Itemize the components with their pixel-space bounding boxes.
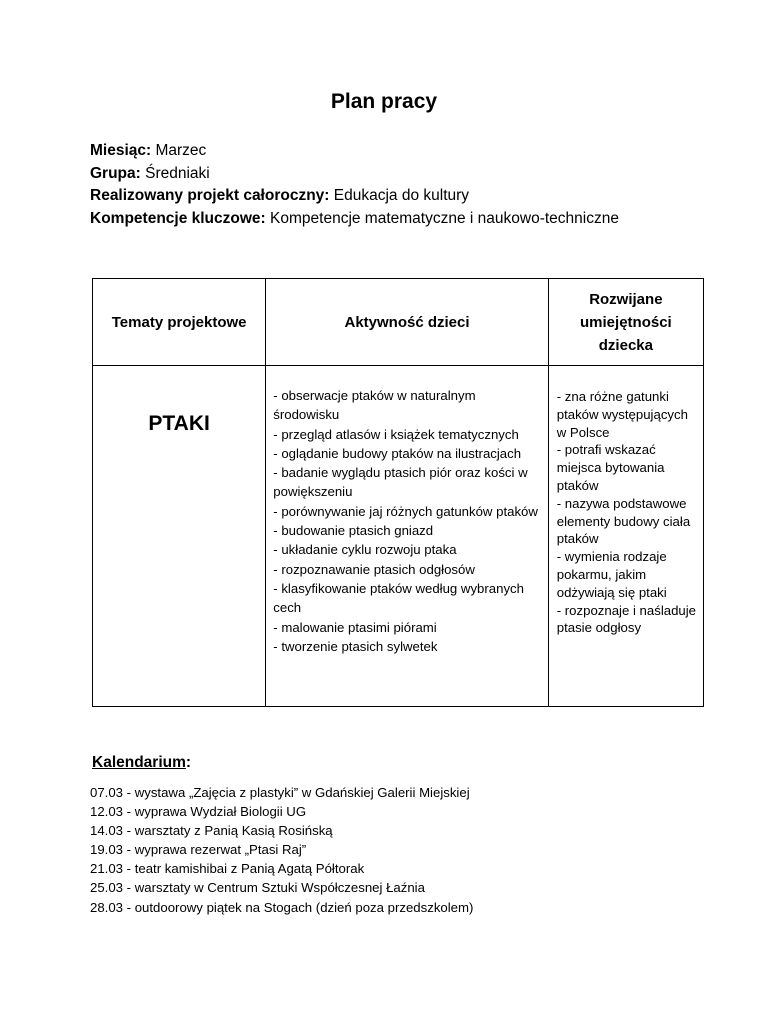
activity-item: - porównywanie jaj różnych gatunków ptaków [273, 503, 538, 519]
calendar-list [90, 783, 473, 917]
calendar-heading-colon: : [185, 754, 192, 771]
header-topics: Tematy projektowe [93, 279, 266, 366]
activity-item: - malowanie ptasimi piórami [273, 619, 437, 635]
skill-item: - wymienia rodzaje pokarmu, jakim odżywiają się ptaki [556, 549, 667, 600]
skill-item: - rozpoznaje i naśladuje ptasie odgłosy [556, 602, 697, 636]
activity-item: - przegląd atlasów i książek tematycznych [273, 426, 519, 442]
activities-cell [266, 366, 548, 707]
header-activities: Aktywność dzieci [266, 279, 548, 366]
header-skills: Rozwijane umiejętności dziecka [548, 279, 703, 366]
activities-list [267, 367, 546, 656]
activity-item: - obserwacje ptaków w naturalnym środowisku [273, 388, 476, 423]
activity-item: - budowanie ptasich gniazd [273, 523, 434, 539]
group-label: Grupa: [90, 164, 141, 182]
activity-item: - rozpoznawanie ptasich odgłosów [273, 561, 475, 577]
month-line [90, 140, 619, 163]
month-value: Marzec [155, 142, 207, 159]
group-value: Średniaki [145, 164, 210, 182]
project-line [90, 185, 619, 208]
calendar-item: 25.03 - warsztaty w Centrum Sztuki Współczesnej Łaźnia [90, 880, 425, 896]
table-row [93, 366, 704, 707]
calendar-heading [92, 754, 191, 772]
calendar-heading-text: Kalendarium [92, 754, 186, 771]
calendar-item: 28.03 - outdoorowy piątek na Stogach (dzień poza przedszkolem) [90, 899, 474, 915]
activity-item: - oglądanie budowy ptaków na ilustracjach [273, 445, 522, 461]
skills-cell [548, 366, 703, 707]
skill-item: - nazywa podstawowe elementy budowy ciała ptaków [556, 495, 691, 547]
month-label: Miesiąc: [90, 142, 152, 159]
topic-cell [93, 366, 266, 707]
project-label: Realizowany projekt całoroczny: [90, 187, 330, 204]
project-value: Edukacja do kultury [333, 187, 470, 204]
calendar-item: 21.03 - teatr kamishibai z Panią Agatą Półtorak [90, 861, 365, 877]
skill-item: - potrafi wskazać miejsca bytowania ptaków [556, 442, 665, 493]
calendar-item: 12.03 - wyprawa Wydział Biologii UG [90, 804, 307, 820]
activity-item: - klasyfikowanie ptaków według wybranych cech [273, 580, 524, 616]
topic-name: PTAKI [148, 412, 210, 435]
activity-item: - układanie cyklu rozwoju ptaka [273, 542, 457, 558]
group-line [90, 163, 619, 186]
skills-list [550, 367, 702, 637]
competences-value: Kompetencje matematyczne i naukowo-techniczne [270, 209, 619, 227]
calendar-item: 19.03 - wyprawa rezerwat „Ptasi Raj” [90, 842, 307, 858]
activity-item: - badanie wyglądu ptasich piór oraz kości w powiększeniu [273, 465, 528, 500]
competences-line [90, 208, 619, 231]
table-header-row [93, 279, 704, 366]
competences-label: Kompetencje kluczowe: [90, 209, 266, 227]
plan-table [92, 278, 704, 707]
calendar-item: 14.03 - warsztaty z Panią Kasią Rosińską [90, 823, 333, 839]
calendar-item: 07.03 - wystawa „Zajęcia z plastyki” w Gdańskiej Galerii Miejskiej [90, 785, 470, 800]
page-title: Plan pracy [330, 90, 438, 113]
skill-item: - zna różne gatunki ptaków występujących w Polsce [556, 389, 688, 440]
plan-metadata [90, 140, 619, 230]
activity-item: - tworzenie ptasich sylwetek [273, 638, 438, 654]
